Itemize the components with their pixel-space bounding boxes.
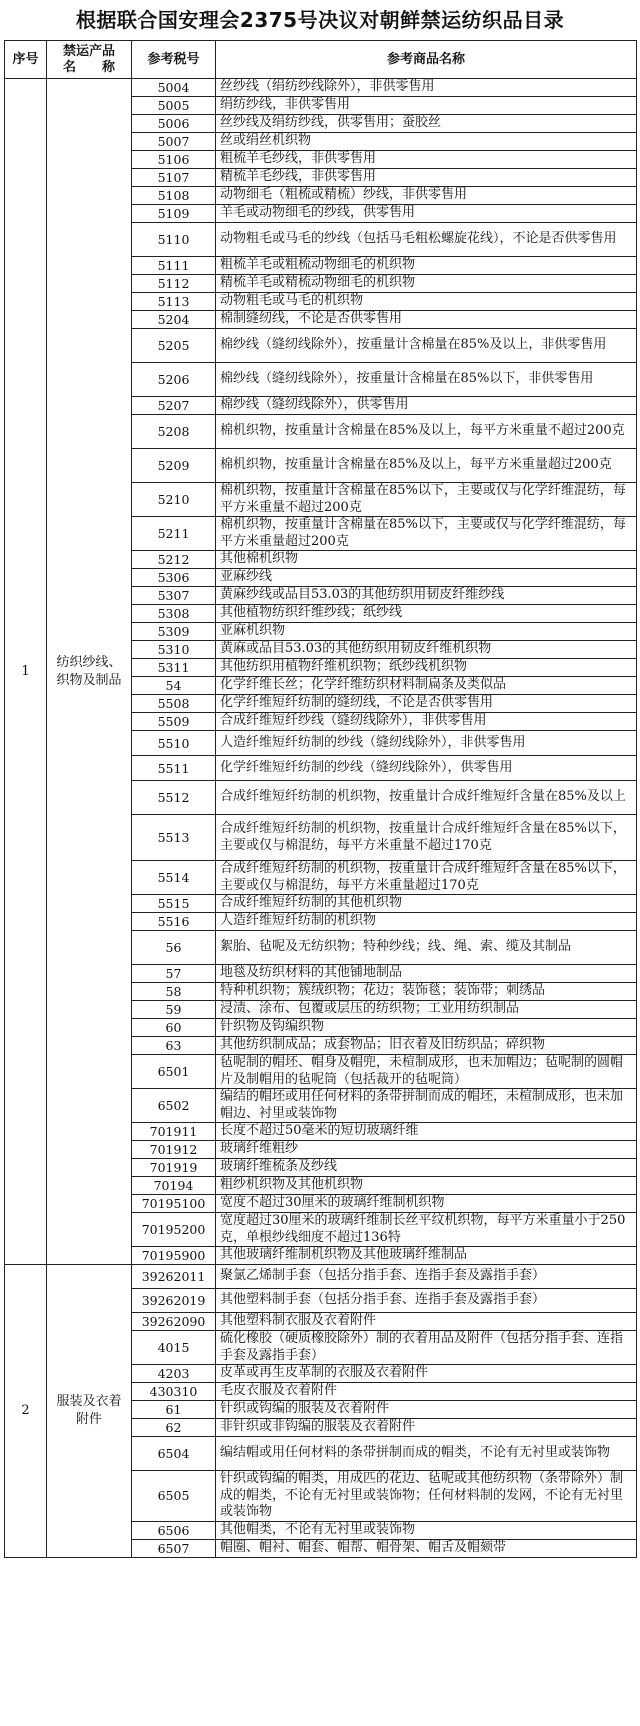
product-name-cell: 玻璃纤维粗纱	[216, 1141, 637, 1159]
table-header-row	[5, 41, 637, 79]
product-name-cell: 棉机织物，按重量计含棉量在85%以下，主要或仅与化学纤维混纺，每平方米重量超过200克	[216, 517, 637, 551]
tariff-code-cell: 5007	[132, 133, 216, 151]
tariff-code-cell: 62	[132, 1419, 216, 1437]
tariff-code-cell: 54	[132, 677, 216, 695]
product-name-cell: 编结的帽坯或用任何材料的条带拼制而成的帽坯，未楦制成形，也未加帽边、衬里或装饰物	[216, 1089, 637, 1123]
tariff-code-cell: 5513	[132, 815, 216, 861]
tariff-code-cell: 39262090	[132, 1313, 216, 1331]
product-name-cell: 长度不超过50毫米的短切玻璃纤维	[216, 1123, 637, 1141]
table-row	[5, 79, 637, 97]
product-name-cell: 合成纤维短纤纱线（缝纫线除外），非供零售用	[216, 713, 637, 731]
product-name-cell: 其他塑料制手套（包括分指手套、连指手套及露指手套）	[216, 1289, 637, 1313]
tariff-code-cell: 5516	[132, 913, 216, 931]
tariff-code-cell: 6507	[132, 1539, 216, 1557]
tariff-code-cell: 5107	[132, 169, 216, 187]
product-name-cell: 合成纤维短纤纺制的其他机织物	[216, 895, 637, 913]
tariff-code-cell: 39262019	[132, 1289, 216, 1313]
product-name-cell: 硫化橡胶（硬质橡胶除外）制的衣着用品及附件（包括分指手套、连指手套及露指手套）	[216, 1331, 637, 1365]
tariff-code-cell: 70195900	[132, 1247, 216, 1265]
product-name-cell: 其他玻璃纤维制机织物及其他玻璃纤维制品	[216, 1247, 637, 1265]
tariff-code-cell: 5108	[132, 187, 216, 205]
tariff-code-cell: 57	[132, 965, 216, 983]
document-title: 根据联合国安理会2375号决议对朝鲜禁运纺织品目录	[75, 8, 565, 32]
tariff-code-cell: 5212	[132, 551, 216, 569]
tariff-code-cell: 5106	[132, 151, 216, 169]
product-name-cell: 黄麻或品目53.03的其他纺织用韧皮纤维机织物	[216, 641, 637, 659]
product-name-cell: 编结帽或用任何材料的条带拼制而成的帽类，不论有无衬里或装饰物	[216, 1437, 637, 1471]
tariff-code-cell: 5514	[132, 861, 216, 895]
product-name-cell: 亚麻机织物	[216, 623, 637, 641]
tariff-code-cell: 5306	[132, 569, 216, 587]
product-name-cell: 地毯及纺织材料的其他铺地制品	[216, 965, 637, 983]
tariff-code-cell: 6501	[132, 1055, 216, 1089]
product-name-cell: 羊毛或动物细毛的纱线，供零售用	[216, 205, 637, 223]
tariff-code-cell: 5113	[132, 293, 216, 311]
product-name-cell: 丝纱线（绢纺纱线除外），非供零售用	[216, 79, 637, 97]
tariff-code-cell: 5111	[132, 257, 216, 275]
tariff-code-cell: 5109	[132, 205, 216, 223]
product-name-cell: 合成纤维短纤纺制的机织物，按重量计合成纤维短纤含量在85%以下，主要或仅与棉混纺，每平方米重量超过170克	[216, 861, 637, 895]
tariff-code-cell: 70194	[132, 1177, 216, 1195]
product-name-cell: 粗纱机织物及其他机织物	[216, 1177, 637, 1195]
tariff-code-cell: 701912	[132, 1141, 216, 1159]
product-name-cell: 针织物及钩编织物	[216, 1019, 637, 1037]
tariff-code-cell: 5006	[132, 115, 216, 133]
tariff-code-cell: 39262011	[132, 1265, 216, 1289]
tariff-code-cell: 58	[132, 983, 216, 1001]
tariff-code-cell: 6502	[132, 1089, 216, 1123]
tariff-code-cell: 60	[132, 1019, 216, 1037]
tariff-code-cell: 4203	[132, 1365, 216, 1383]
tariff-code-cell: 5110	[132, 223, 216, 257]
product-name-cell: 合成纤维短纤纺制的机织物，按重量计合成纤维短纤含量在85%及以上	[216, 781, 637, 815]
tariff-code-cell: 5204	[132, 311, 216, 329]
product-name-cell: 帽圈、帽衬、帽套、帽帮、帽骨架、帽舌及帽颏带	[216, 1539, 637, 1557]
tariff-code-cell: 5208	[132, 415, 216, 449]
product-name-cell: 絮胎、毡呢及无纺织物；特种纱线；线、绳、索、缆及其制品	[216, 931, 637, 965]
product-name-cell: 棉纱线（缝纫线除外），按重量计含棉量在85%及以上，非供零售用	[216, 329, 637, 363]
tariff-code-cell: 5205	[132, 329, 216, 363]
tariff-code-cell: 5511	[132, 756, 216, 781]
tariff-code-cell: 5308	[132, 605, 216, 623]
tariff-code-cell: 5309	[132, 623, 216, 641]
product-name-cell: 毛皮衣服及衣着附件	[216, 1383, 637, 1401]
product-name-cell: 针织或钩编的帽类，用成匹的花边、毡呢或其他纺织物（条带除外）制成的帽类，不论有无衬里或装饰物；任何材料制的发网，不论有无衬里或装饰物	[216, 1471, 637, 1522]
product-name-cell: 棉机织物，按重量计含棉量在85%及以上，每平方米重量不超过200克	[216, 415, 637, 449]
tariff-code-cell: 5209	[132, 449, 216, 483]
product-name-cell: 玻璃纤维梳条及纱线	[216, 1159, 637, 1177]
product-name-cell: 毡呢制的帽坯、帽身及帽兜，未楦制成形，也未加帽边；毡呢制的圆帽片及制帽用的毡呢筒（包括裁开的毡呢筒）	[216, 1055, 637, 1089]
tariff-code-cell: 63	[132, 1037, 216, 1055]
catalog-table	[4, 40, 637, 1558]
tariff-code-cell: 70195100	[132, 1195, 216, 1213]
tariff-code-cell: 701919	[132, 1159, 216, 1177]
tariff-code-cell: 430310	[132, 1383, 216, 1401]
product-name-cell: 宽度超过30厘米的玻璃纤维制长丝平纹机织物，每平方米重量小于250克，单根纱线细度不超过136特	[216, 1213, 637, 1247]
product-name-cell: 人造纤维短纤纺制的纱线（缝纫线除外），非供零售用	[216, 731, 637, 756]
tariff-code-cell: 56	[132, 931, 216, 965]
header-seq: 序号	[5, 41, 47, 79]
header-name: 参考商品名称	[216, 41, 637, 79]
product-name-cell: 粗梳羊毛纱线，非供零售用	[216, 151, 637, 169]
product-name-cell: 其他植物纺织纤维纱线；纸纱线	[216, 605, 637, 623]
product-name-cell: 棉纱线（缝纫线除外），按重量计含棉量在85%以下，非供零售用	[216, 363, 637, 397]
tariff-code-cell: 5112	[132, 275, 216, 293]
tariff-code-cell: 6506	[132, 1521, 216, 1539]
product-name-cell: 其他塑料制衣服及衣着附件	[216, 1313, 637, 1331]
tariff-code-cell: 5211	[132, 517, 216, 551]
product-name-cell: 精梳羊毛或精梳动物细毛的机织物	[216, 275, 637, 293]
product-name-cell: 特种机织物；簇绒织物；花边；装饰毯；装饰带；刺绣品	[216, 983, 637, 1001]
product-name-cell: 非针织或非钩编的服装及衣着附件	[216, 1419, 637, 1437]
tariff-code-cell: 5206	[132, 363, 216, 397]
product-name-cell: 化学纤维长丝；化学纤维纺织材料制扁条及类似品	[216, 677, 637, 695]
product-name-cell: 动物细毛（粗梳或精梳）纱线，非供零售用	[216, 187, 637, 205]
product-name-cell: 聚氯乙烯制手套（包括分指手套、连指手套及露指手套）	[216, 1265, 637, 1289]
product-name-cell: 皮革或再生皮革制的衣服及衣着附件	[216, 1365, 637, 1383]
tariff-code-cell: 5210	[132, 483, 216, 517]
header-category: 禁运产品 名 称	[47, 41, 132, 79]
product-name-cell: 棉纱线（缝纫线除外），供零售用	[216, 397, 637, 415]
product-name-cell: 宽度不超过30厘米的玻璃纤维制机织物	[216, 1195, 637, 1213]
table-body	[5, 79, 637, 1558]
tariff-code-cell: 6504	[132, 1437, 216, 1471]
tariff-code-cell: 5004	[132, 79, 216, 97]
product-name-cell: 其他帽类，不论有无衬里或装饰物	[216, 1521, 637, 1539]
product-name-cell: 动物粗毛或马毛的纱线（包括马毛粗松螺旋花线），不论是否供零售用	[216, 223, 637, 257]
header-code: 参考税号	[132, 41, 216, 79]
tariff-code-cell: 5515	[132, 895, 216, 913]
group-category: 纺织纱线、 织物及制品	[47, 79, 132, 1265]
tariff-code-cell: 5510	[132, 731, 216, 756]
tariff-code-cell: 5512	[132, 781, 216, 815]
tariff-code-cell: 61	[132, 1401, 216, 1419]
tariff-code-cell: 5509	[132, 713, 216, 731]
tariff-code-cell: 5005	[132, 97, 216, 115]
tariff-code-cell: 5311	[132, 659, 216, 677]
product-name-cell: 粗梳羊毛或粗梳动物细毛的机织物	[216, 257, 637, 275]
product-name-cell: 精梳羊毛纱线，非供零售用	[216, 169, 637, 187]
product-name-cell: 浸渍、涂布、包覆或层压的纺织物；工业用纺织制品	[216, 1001, 637, 1019]
product-name-cell: 其他棉机织物	[216, 551, 637, 569]
product-name-cell: 动物粗毛或马毛的机织物	[216, 293, 637, 311]
product-name-cell: 其他纺织制成品；成套物品；旧衣着及旧纺织品；碎织物	[216, 1037, 637, 1055]
product-name-cell: 棉机织物，按重量计含棉量在85%以下，主要或仅与化学纤维混纺，每平方米重量不超过200克	[216, 483, 637, 517]
product-name-cell: 化学纤维短纤纺制的缝纫线，不论是否供零售用	[216, 695, 637, 713]
product-name-cell: 合成纤维短纤纺制的机织物，按重量计合成纤维短纤含量在85%以下，主要或仅与棉混纺，每平方米重量不超过170克	[216, 815, 637, 861]
product-name-cell: 棉制缝纫线，不论是否供零售用	[216, 311, 637, 329]
product-name-cell: 棉机织物，按重量计含棉量在85%及以上，每平方米重量超过200克	[216, 449, 637, 483]
table-row	[5, 1265, 637, 1289]
product-name-cell: 亚麻纱线	[216, 569, 637, 587]
tariff-code-cell: 4015	[132, 1331, 216, 1365]
product-name-cell: 绢纺纱线，非供零售用	[216, 97, 637, 115]
tariff-code-cell: 59	[132, 1001, 216, 1019]
product-name-cell: 其他纺织用植物纤维机织物；纸纱线机织物	[216, 659, 637, 677]
product-name-cell: 化学纤维短纤纺制的纱线（缝纫线除外），供零售用	[216, 756, 637, 781]
product-name-cell: 黄麻纱线或品目53.03的其他纺织用韧皮纤维纱线	[216, 587, 637, 605]
tariff-code-cell: 5310	[132, 641, 216, 659]
product-name-cell: 针织或钩编的服装及衣着附件	[216, 1401, 637, 1419]
tariff-code-cell: 5307	[132, 587, 216, 605]
tariff-code-cell: 5207	[132, 397, 216, 415]
tariff-code-cell: 70195200	[132, 1213, 216, 1247]
tariff-code-cell: 6505	[132, 1471, 216, 1522]
group-category: 服装及衣着 附件	[47, 1265, 132, 1558]
product-name-cell: 丝或绢丝机织物	[216, 133, 637, 151]
group-seq: 2	[5, 1265, 47, 1558]
product-name-cell: 人造纤维短纤纺制的机织物	[216, 913, 637, 931]
tariff-code-cell: 701911	[132, 1123, 216, 1141]
tariff-code-cell: 5508	[132, 695, 216, 713]
product-name-cell: 丝纱线及绢纺纱线，供零售用；蚕胶丝	[216, 115, 637, 133]
group-seq: 1	[5, 79, 47, 1265]
